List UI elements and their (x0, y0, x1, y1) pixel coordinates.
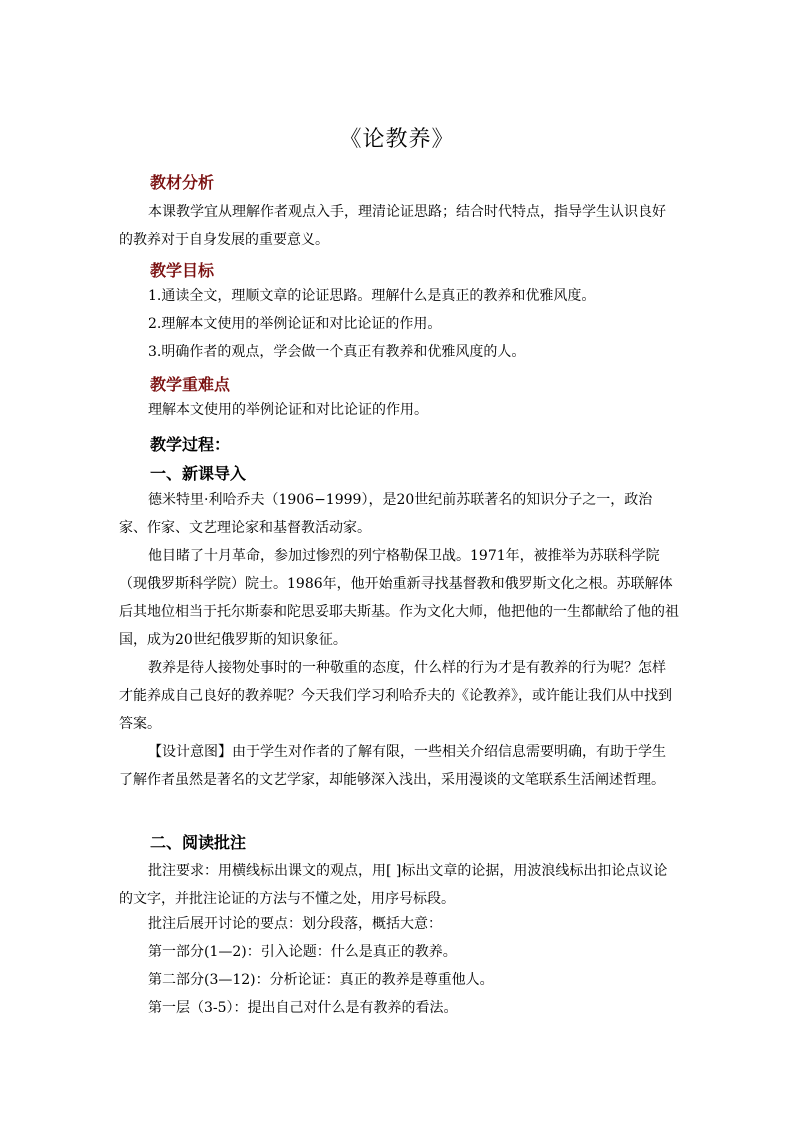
part2-line-3: 第二部分(3—12)：分析论证：真正的教养是尊重他人。 (148, 972, 494, 988)
part2-line-4: 第一层（3-5）：提出自己对什么是有教养的看法。 (148, 1000, 458, 1016)
heading-process: 教学过程： (150, 435, 231, 454)
heading-part1: 一、新课导入 (150, 464, 247, 483)
part1-paragraph-1: 德米特里·利哈乔夫（1906−1999），是20世纪前苏联著名的知识分子之一，政治家、作家、文艺理论家和基督教活动家。 (119, 492, 653, 536)
heading-analysis: 教材分析 (150, 173, 215, 192)
keypoints-text: 理解本文使用的举例论证和对比论证的作用。 (148, 402, 428, 418)
part2-paragraph-1: 批注要求：用横线标出课文的观点，用[ ]标出文章的论据，用波浪线标出扣论点议论的文字，并批注论证的方法与不懂之处，用序号标段。 (119, 863, 668, 907)
part2-line-2: 第一部分(1—2)：引入论题：什么是真正的教养。 (148, 944, 457, 960)
goal-item-2: 2.理解本文使用的举例论证和对比论证的作用。 (148, 316, 442, 332)
goal-item-3: 3.明确作者的观点，学会做一个真正有教养和优雅风度的人。 (148, 344, 526, 360)
heading-goals: 教学目标 (150, 261, 215, 280)
goal-item-1: 1.通读全文，理顺文章的论证思路。理解什么是真正的教养和优雅风度。 (148, 288, 596, 304)
part2-line-1: 批注后展开讨论的要点：划分段落，概括大意： (148, 916, 442, 932)
part1-paragraph-2: 他目睹了十月革命，参加过惨烈的列宁格勒保卫战。1971年，被推举为苏联科学院（现俄罗斯科学院）院士。1986年，他开始重新寻找基督教和俄罗斯文化之根。苏联解体后其地位相当于托尔斯泰和陀思妥耶夫斯基。作为文化大师，他把他的一生都献给了他的祖国，成为20世纪俄罗斯的知识象征。 (119, 548, 679, 648)
analysis-text-block (119, 198, 679, 254)
analysis-paragraph: 本课教学宜从理解作者观点入手，理清论证思路；结合时代特点，指导学生认识良好的教养对于自身发展的重要意义。 (119, 204, 666, 248)
part1-paragraph-4: 【设计意图】由于学生对作者的了解有限，一些相关介绍信息需要明确，有助于学生了解作者虽然是著名的文艺学家，却能够深入浅出，采用漫谈的文笔联系生活阐述哲理。 (119, 744, 666, 788)
part1-paragraph-3: 教养是待人接物处事时的一种敬重的态度，什么样的行为才是有教养的行为呢？怎样才能养成自己良好的教养呢？今天我们学习利哈乔夫的《论教养》，或许能让我们从中找到答案。 (119, 660, 672, 732)
part2-text-block (119, 857, 679, 913)
document-title: 《论教养》 (339, 127, 455, 152)
part1-text-block (119, 486, 679, 794)
heading-part2: 二、阅读批注 (150, 833, 247, 852)
heading-keypoints: 教学重难点 (150, 375, 231, 394)
